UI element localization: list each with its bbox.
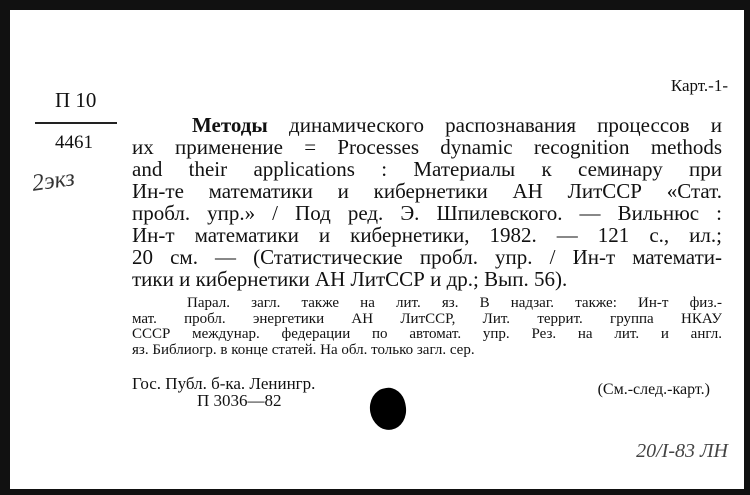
catalog-code: П 3036—82 [197,391,282,410]
handwritten-accession-note: 20/I-83 ЛН [636,440,728,462]
description-line: пробл. упр.» / Под ред. Э. Шпилевского. — Вильнюс : [132,201,722,225]
description-line: Ин-т математики и кибернетики, 1982. — 121 с., ил.; [132,223,722,247]
description-line: 20 см. — (Статистические пробл. упр. / Ин-т математи- [132,245,722,269]
note-line: Парал. загл. также на лит. яз. В надзаг. также: Ин-т физ.- [187,295,722,311]
scan-border-right [744,0,750,495]
scan-border-top [0,0,750,10]
shelf-mark: П 10 [55,88,97,112]
scan-border-left [0,0,10,495]
description-line: их применение = Processes dynamic recognition methods [132,135,722,159]
ink-blot-stamp [367,385,410,433]
description-line: Ин-те математики и кибернетики АН ЛитССР «Стат. [132,179,722,203]
note-line: яз. Библиогр. в конце статей. На обл. только загл. сер. [132,341,475,358]
card-number: 4461 [55,132,93,153]
title-bold: Методы [192,113,268,137]
note-line: мат. пробл. энергетики АН ЛитССР, Лит. террит. группа НКАУ [132,310,722,327]
description-line: тики и кибернетики АН ЛитССР и др.; Вып. 56). [132,267,568,291]
notes-block [132,296,722,358]
bibliographic-description [132,114,722,290]
description-line [132,114,722,136]
next-card-note: (См.-след.-карт.) [597,381,710,398]
card-label: Карт.-1- [670,76,728,95]
description-line-text: динамического распознавания процессов и [267,113,722,137]
shelf-divider [35,122,117,124]
scan-border-bottom [0,489,750,495]
handwritten-copies-mark: 2экз [30,165,77,197]
description-line: and their applications : Материалы к семинару при [132,157,722,181]
note-line: СССР междунар. федерации по автомат. упр. Рез. на лит. и англ. [132,326,722,342]
publisher-line: Гос. Публ. б-ка. Ленингр. [132,374,316,393]
